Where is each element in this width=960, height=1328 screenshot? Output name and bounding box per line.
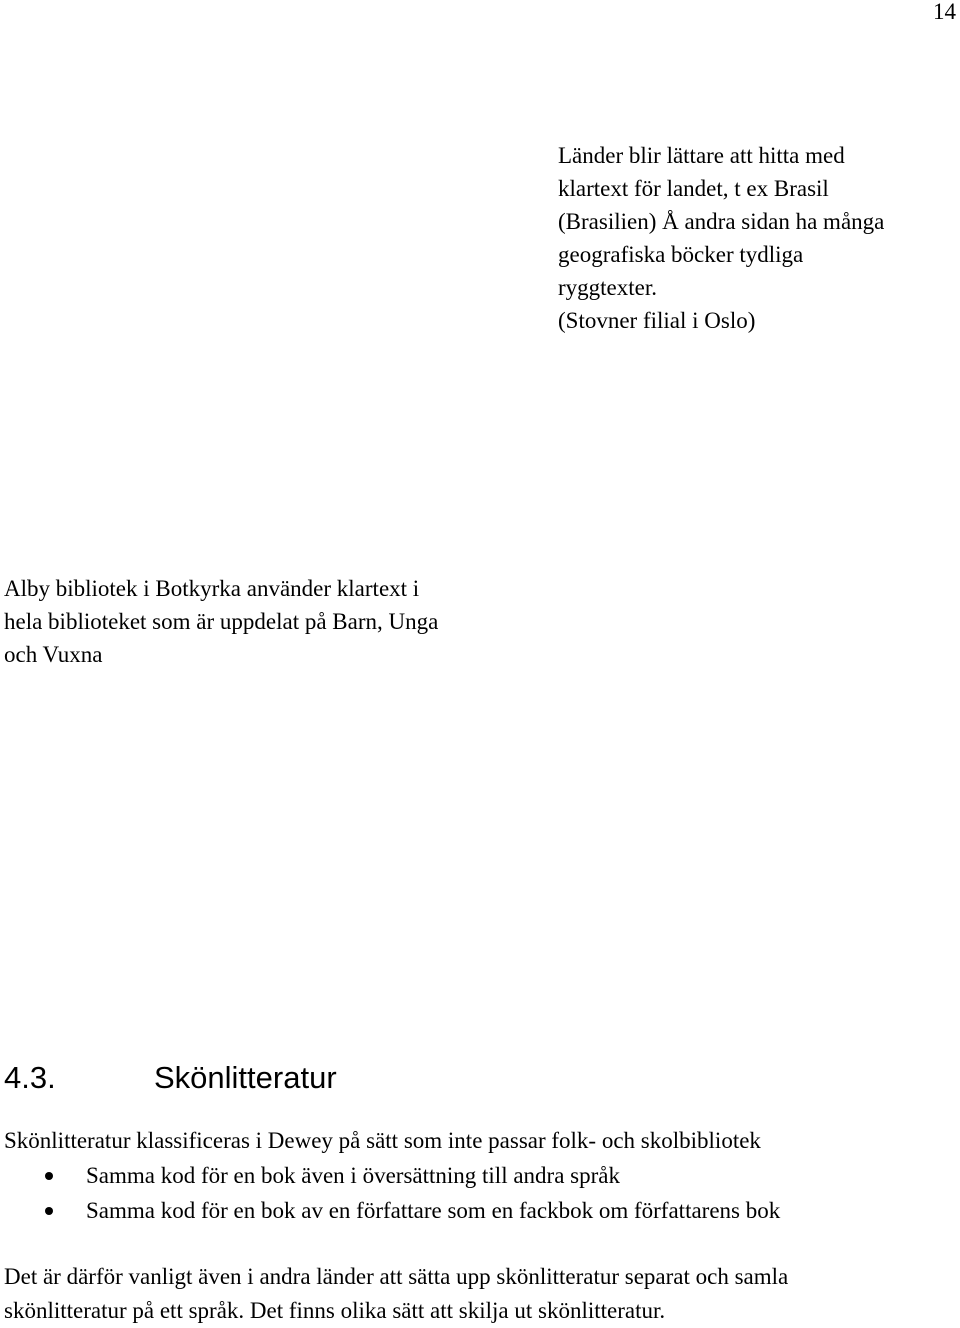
image-caption-alby — [4, 572, 438, 671]
bullet-list — [0, 1158, 780, 1228]
caption-line: (Stovner filial i Oslo) — [558, 308, 756, 333]
section-title: Skönlitteratur — [154, 1060, 337, 1095]
caption-line: hela biblioteket som är uppdelat på Barn, Unga — [4, 609, 439, 634]
bullet-icon — [45, 1172, 53, 1180]
list-item-text: Samma kod för en bok av en författare som en fackbok om författarens bok — [86, 1198, 781, 1223]
caption-line: Länder blir lättare att hitta med — [558, 143, 845, 168]
list-item — [0, 1193, 780, 1228]
section-intro-paragraph: Skönlitteratur klassificeras i Dewey på sätt som inte passar folk- och skolbibliotek — [4, 1128, 761, 1153]
caption-line: klartext för landet, t ex Brasil — [558, 176, 829, 201]
page-number: 14 — [933, 0, 956, 24]
closing-paragraph — [4, 1260, 788, 1328]
section-number: 4.3. — [4, 1060, 56, 1095]
section-heading — [4, 1058, 337, 1098]
list-item — [0, 1158, 780, 1193]
paragraph-line: skönlitteratur på ett språk. Det finns olika sätt att skilja ut skönlitteratur. — [4, 1298, 666, 1323]
image-caption-stovner — [558, 139, 884, 337]
list-item-text: Samma kod för en bok även i översättning till andra språk — [86, 1163, 620, 1188]
caption-line: (Brasilien) Å andra sidan ha många — [558, 209, 885, 234]
paragraph-line: Det är därför vanligt även i andra länder att sätta upp skönlitteratur separat och samla — [4, 1264, 789, 1289]
caption-line: ryggtexter. — [558, 275, 657, 300]
caption-line: Alby bibliotek i Botkyrka använder klartext i — [4, 576, 420, 601]
caption-line: geografiska böcker tydliga — [558, 242, 804, 267]
caption-line: och Vuxna — [4, 642, 103, 667]
bullet-icon — [45, 1207, 53, 1215]
